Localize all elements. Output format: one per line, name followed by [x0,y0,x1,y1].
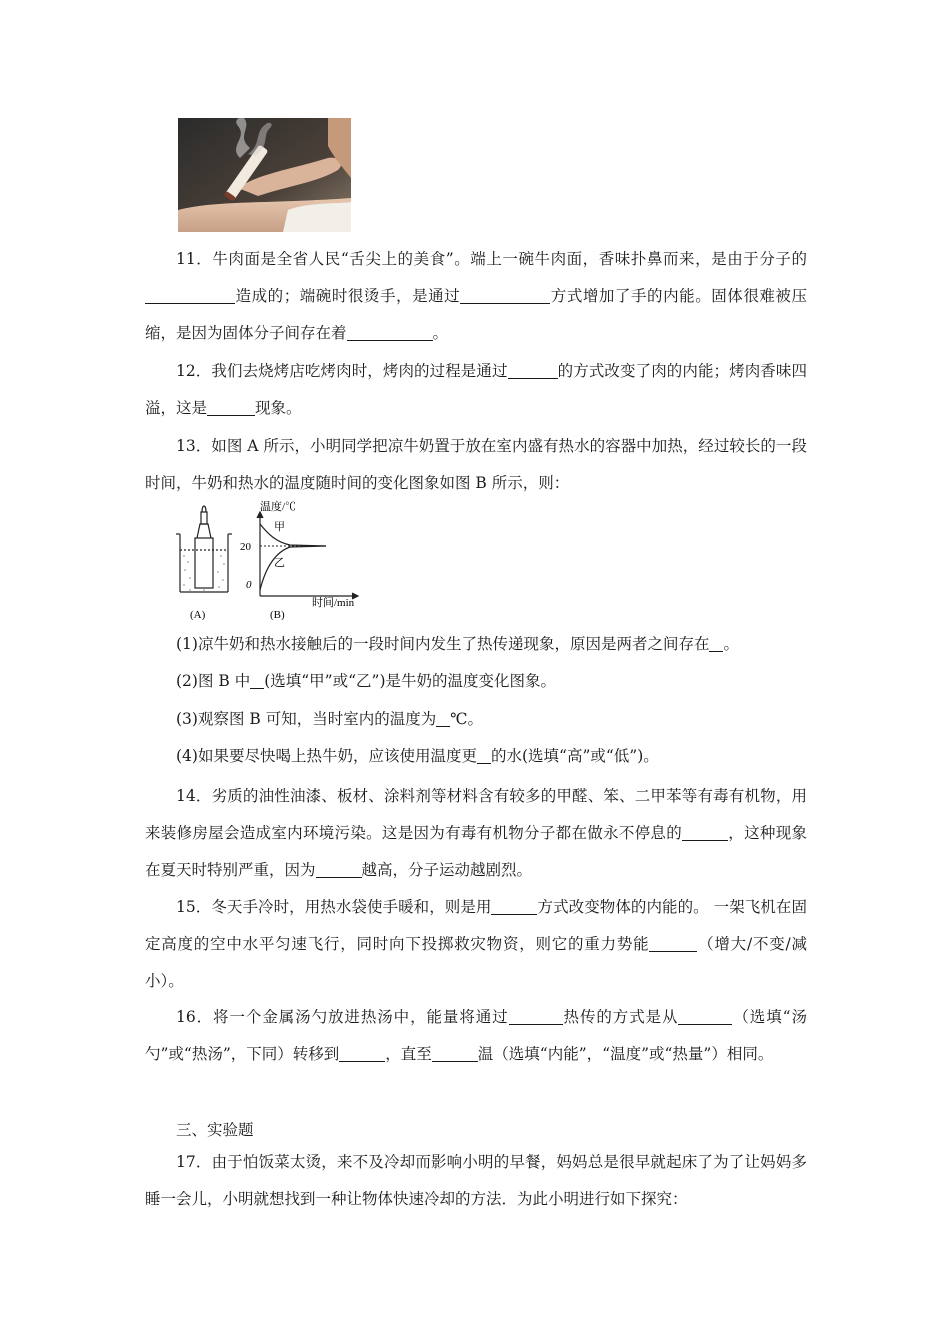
water-dots [183,555,225,591]
answer-blank[interactable] [339,1043,385,1062]
curve-label-yi: 乙 [274,557,285,569]
q13-figure [176,500,366,620]
question-13-part-4: (4)如果要尽快喝上热牛奶，应该使用温度更 的水(选填“高”或“低”)。 [176,747,659,765]
origin-label: 0 [246,579,252,591]
caption-a: (A) [190,609,206,620]
answer-blank[interactable] [207,397,255,416]
curve-yi [260,546,326,590]
answer-blank[interactable] [508,360,558,379]
answer-blank[interactable] [709,633,723,652]
answer-blank[interactable] [491,896,537,915]
curve-jia [260,524,326,546]
answer-blank[interactable] [436,708,450,727]
section-title: 三、实验题 [176,1121,254,1139]
question-13-part-3: (3)观察图 B 可知，当时室内的温度为 ℃。 [176,710,484,728]
question-17: 17．由于怕饭菜太烫，来不及冷却而影响小明的早餐，妈妈总是很早就起床了为了让妈妈多睡一会儿，小明就想找到一种让物体快速冷却的方法．为此小明进行如下探究： [145,1153,807,1208]
question-13-part-2: (2)图 B 中 (选填“甲”或“乙”)是牛奶的温度变化图象。 [176,672,556,690]
answer-blank[interactable] [682,822,728,841]
question-12: 12．我们去烧烤店吃烤肉时，烤肉的过程是通过 的方式改变了肉的内能；烤肉香味四溢，这是 现象。 [145,362,807,417]
question-13-part-1: (1)凉牛奶和热水接触后的一段时间内发生了热传递现象，原因是两者之间存在 。 [176,635,739,653]
answer-blank[interactable] [347,322,433,341]
answer-blank[interactable] [316,859,362,878]
answer-blank[interactable] [460,285,550,304]
question-15: 15．冬天手冷时，用热水袋使手暖和，则是用 方式改变物体的内能的。 一架飞机在固定高度的空中水平匀速飞行，同时向下投掷救灾物资，则它的重力势能 （增大/不变/减小）。 [145,898,807,990]
caption-b: (B) [270,609,285,620]
x-axis-label: 时间/min [312,597,355,609]
answer-blank[interactable] [649,933,697,952]
question-16: 16．将一个金属汤勺放进热汤中，能量将通过 热传的方式是从 （选填“汤勺”或“热汤”，下同）转移到 ，直至 温（选填“内能”，“温度”或“热量”）相同。 [145,1008,807,1063]
y-axis-label: 温度/℃ [260,501,297,513]
y-tick-20: 20 [240,541,251,553]
moxibustion-photo [178,118,351,232]
answer-blank[interactable] [145,285,235,304]
answer-blank[interactable] [509,1006,563,1025]
answer-blank[interactable] [678,1006,732,1025]
beaker-diagram [176,506,232,592]
answer-blank[interactable] [250,670,264,689]
answer-blank[interactable] [432,1043,478,1062]
question-13: 13．如图 A 所示，小明同学把凉牛奶置于放在室内盛有热水的容器中加热，经过较长的一段时间，牛奶和热水的温度随时间的变化图象如图 B 所示，则： [145,437,807,492]
question-11: 11．牛肉面是全省人民“舌尖上的美食”。端上一碗牛肉面，香味扑鼻而来，是由于分子的造成的；端碗时很烫手，是通过 方式增加了手的内能。固体很难被压缩，是因为固体分子间存在着 。 [145,250,807,342]
answer-blank[interactable] [477,745,491,764]
question-14: 14．劣质的油性油漆、板材、涂料剂等材料含有较多的甲醛、笨、二甲苯等有毒有机物，用来装修房屋会造成室内环境污染。这是因为有毒有机物分子都在做永不停息的 ，这种现象在夏天时特别严重，因为 越高，分子运动越剧烈。 [145,787,807,879]
temperature-graph [257,512,358,599]
curve-label-jia: 甲 [274,521,285,533]
